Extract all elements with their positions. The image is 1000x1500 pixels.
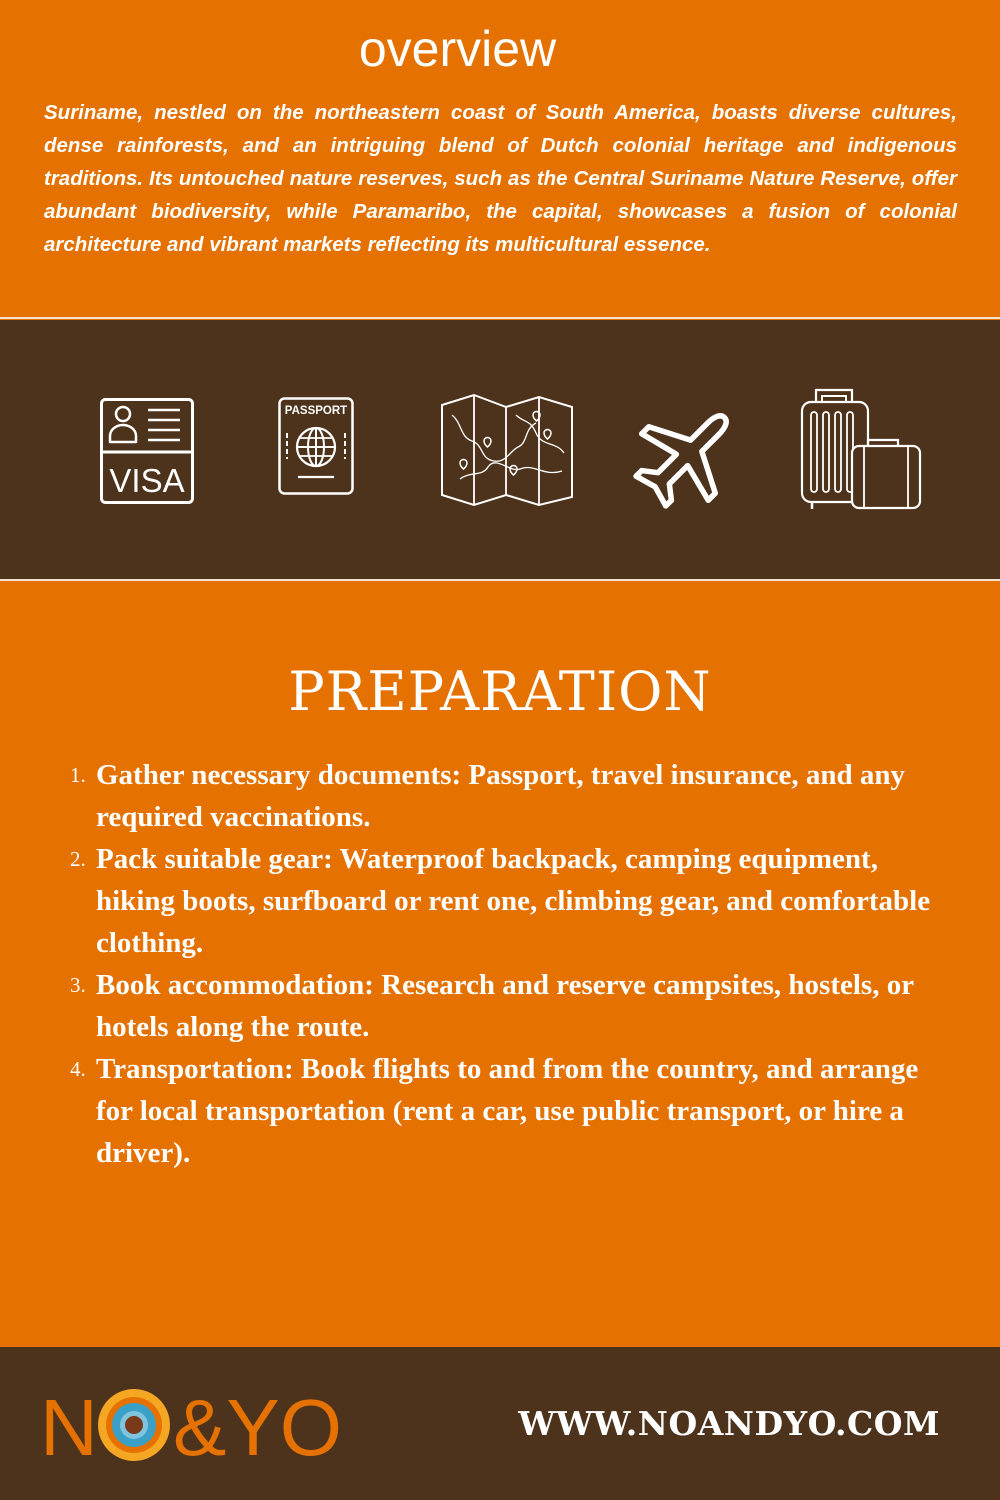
logo-o-icon xyxy=(98,1389,170,1461)
luggage-icon xyxy=(800,386,922,512)
list-item-text: Gather necessary documents: Passport, travel insurance, and any required vaccinations. xyxy=(96,759,906,833)
list-item xyxy=(70,964,960,1048)
preparation-title: PREPARATION xyxy=(288,660,712,723)
passport-icon xyxy=(278,397,354,495)
icon-band xyxy=(0,320,1000,579)
visa-icon xyxy=(100,398,194,504)
overview-title: overview xyxy=(358,21,557,77)
list-number: 2. xyxy=(70,847,86,871)
list-item-text: Pack suitable gear: Waterproof backpack, camping equipment, hiking boots, surfboard or rent one, climbing gear, and comfortable clothing. xyxy=(96,843,931,959)
visa-label: VISA xyxy=(109,462,185,499)
list-number: 3. xyxy=(70,973,86,997)
list-item xyxy=(70,1048,960,1174)
preparation-list xyxy=(70,754,960,1174)
brand-logo[interactable] xyxy=(40,1377,370,1472)
passport-label: PASSPORT xyxy=(284,405,348,417)
list-number: 1. xyxy=(70,763,86,787)
website-link[interactable]: WWW.NOANDYO.COM xyxy=(518,1404,940,1443)
list-number: 4. xyxy=(70,1057,86,1081)
list-item-text: Transportation: Book flights to and from the country, and arrange for local transportation (rent a car, use public transport, or hire a driver). xyxy=(96,1053,919,1169)
airplane-icon xyxy=(630,398,744,512)
logo-letter-n: N xyxy=(40,1383,98,1472)
overview-paragraph: Suriname, nestled on the northeastern coast of South America, boasts diverse cultures, dense rainforests, and an intriguing blend of Dutch colonial heritage and indigenous traditions. Its untouched nature reserves, such as the Central Suriname Nature Reserve, offer abundant biodiversity, while Paramaribo, the capital, showcases a fusion of colonial architecture and vibrant markets reflecting its multicultural essence. xyxy=(44,101,957,256)
list-item-text: Book accommodation: Research and reserve campsites, hostels, or hotels along the route. xyxy=(96,969,914,1043)
logo-letters-yo: &YO xyxy=(173,1383,342,1472)
list-item xyxy=(70,838,960,964)
bottom-divider xyxy=(0,579,1000,581)
top-divider xyxy=(0,317,1000,319)
list-item xyxy=(70,754,960,838)
map-icon xyxy=(440,393,574,507)
